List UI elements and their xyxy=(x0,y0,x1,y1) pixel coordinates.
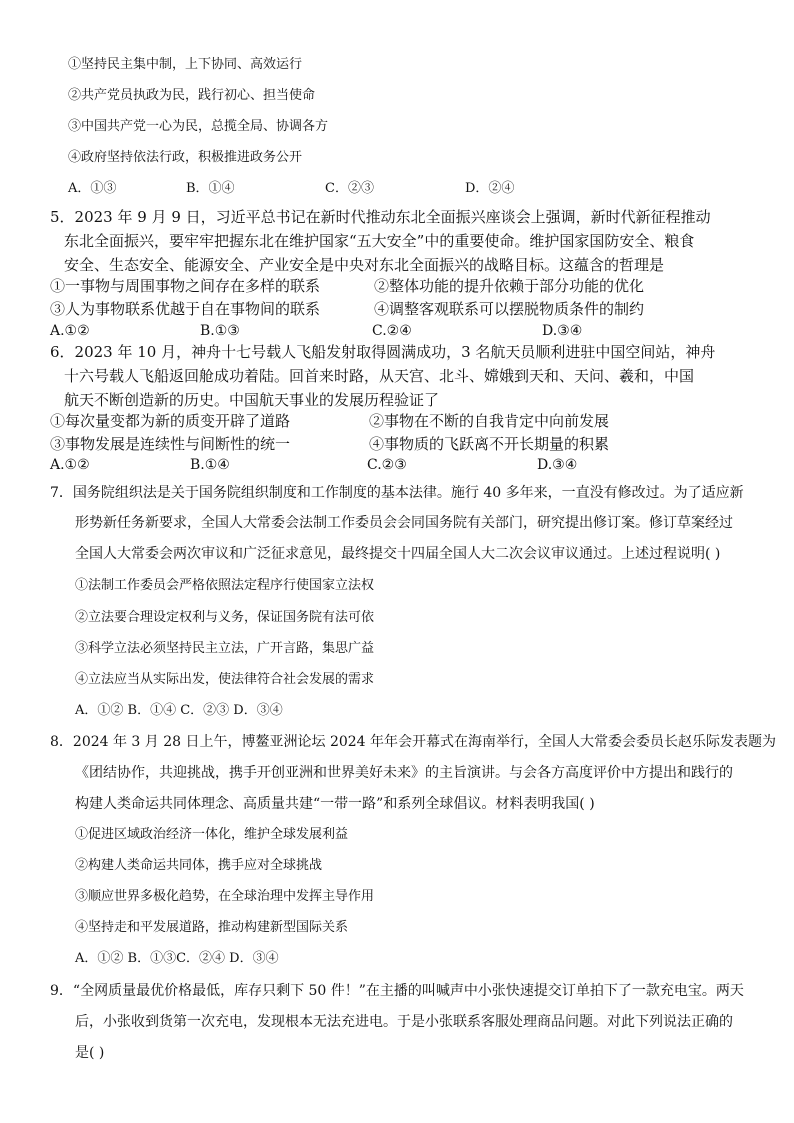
q7-stem-line-1: 7．国务院组织法是关于国务院组织制度和工作制度的基本法律。施行 40 多年来，一直没有修改过。为了适应新 xyxy=(50,485,744,501)
q4-option-c: C．②③ xyxy=(325,181,374,196)
q8-item-1: ①促进区域政治经济一体化，维护全球发展利益 xyxy=(75,827,349,842)
q5-option-b: B.①③ xyxy=(200,323,240,339)
q5-item-4: ④调整客观联系可以摆脱物质条件的制约 xyxy=(374,300,645,318)
q6-stem-line-1: 6．2023 年 10 月，神舟十七号载人飞船发射取得圆满成功，3 名航天员顺利进驻中国空间站，神舟 xyxy=(50,343,716,361)
q9-stem-line-2: 后，小张收到货第一次充电，发现根本无法充进电。于是小张联系客服处理商品问题。对此下列说法正确的 xyxy=(75,1014,733,1030)
q8-stem-line-3: 构建人类命运共同体理念、高质量共建“一带一路”和系列全球倡议。材料表明我国( ) xyxy=(75,796,595,812)
q5-option-d: D.③④ xyxy=(542,323,583,339)
q5-item-2: ②整体功能的提升依赖于部分功能的优化 xyxy=(374,277,645,295)
q6-stem-line-3: 航天不断创造新的历史。中国航天事业的发展历程验证了 xyxy=(64,391,440,409)
q4-item-1: ①坚持民主集中制，上下协同、高效运行 xyxy=(68,57,303,72)
q5-option-c: C.②④ xyxy=(372,323,412,339)
q7-item-4: ④立法应当从实际出发，使法律符合社会发展的需求 xyxy=(75,672,375,687)
q6-item-2: ②事物在不断的自我肯定中向前发展 xyxy=(369,412,610,430)
q8-item-3: ③顺应世界多极化趋势，在全球治理中发挥主导作用 xyxy=(75,889,375,904)
q6-option-b: B.①④ xyxy=(190,457,230,473)
q4-option-b: B．①④ xyxy=(186,181,235,196)
q7-item-3: ③科学立法必须坚持民主立法，广开言路，集思广益 xyxy=(75,641,375,656)
q6-option-c: C.②③ xyxy=(367,457,407,473)
q7-item-1: ①法制工作委员会严格依照法定程序行使国家立法权 xyxy=(75,578,375,593)
q7-options: A．①② B．①④ C．②③ D．③④ xyxy=(75,703,283,718)
q7-stem-line-2: 形势新任务新要求，全国人大常委会法制工作委员会会同国务院有关部门，研究提出修订案。修订草案经过 xyxy=(75,515,733,531)
q5-stem-line-2: 东北全面振兴，要牢牢把握东北在维护国家“五大安全”中的重要使命。维护国家国防安全、粮食 xyxy=(64,232,695,250)
q7-stem-line-3: 全国人大常委会两次审议和广泛征求意见，最终提交十四届全国人大二次会议审议通过。上述过程说明( ) xyxy=(75,546,721,562)
q4-item-4: ④政府坚持依法行政，积极推进政务公开 xyxy=(68,150,303,165)
q8-options: A．①② B．①③C．②④ D．③④ xyxy=(75,951,279,966)
q8-item-2: ②构建人类命运共同体，携手应对全球挑战 xyxy=(75,858,323,873)
q4-item-2: ②共产党员执政为民，践行初心、担当使命 xyxy=(68,88,316,103)
q4-option-d: D．②④ xyxy=(465,181,515,196)
q6-item-4: ④事物质的飞跃离不开长期量的积累 xyxy=(369,435,610,453)
q5-stem-line-3: 安全、生态安全、能源安全、产业安全是中央对东北全面振兴的战略目标。这蕴含的哲理是 xyxy=(64,256,665,274)
q5-item-1: ①一事物与周围事物之间存在多样的联系 xyxy=(50,277,321,295)
q4-item-3: ③中国共产党一心为民，总揽全局、协调各方 xyxy=(68,119,329,134)
q5-stem-line-1: 5．2023 年 9 月 9 日，习近平总书记在新时代推动东北全面振兴座谈会上强调，新时代新征程推动 xyxy=(50,208,711,226)
q5-option-a: A.①② xyxy=(50,323,90,339)
q6-item-3: ③事物发展是连续性与间断性的统一 xyxy=(50,435,291,453)
q6-option-a: A.①② xyxy=(50,457,90,473)
q7-item-2: ②立法要合理设定权利与义务，保证国务院有法可依 xyxy=(75,610,375,625)
q8-stem-line-2: 《团结协作，共迎挑战，携手开创亚洲和世界美好未来》的主旨演讲。与会各方高度评价中方提出和践行的 xyxy=(75,765,733,781)
q8-item-4: ④坚持走和平发展道路，推动构建新型国际关系 xyxy=(75,920,349,935)
q5-item-3: ③人为事物联系优越于自在事物间的联系 xyxy=(50,300,321,318)
q6-item-1: ①每次量变都为新的质变开辟了道路 xyxy=(50,412,291,430)
q6-option-d: D.③④ xyxy=(537,457,578,473)
q8-stem-line-1: 8．2024 年 3 月 28 日上午，博鳌亚洲论坛 2024 年年会开幕式在海南举行，全国人大常委会委员长赵乐际发表题为 xyxy=(50,734,777,750)
q9-stem-line-1: 9．“全网质量最优价格最低，库存只剩下 50 件！”在主播的叫喊声中小张快速提交订单拍下了一款充电宝。两天 xyxy=(50,983,744,999)
q4-option-a: A．①③ xyxy=(68,181,117,196)
q9-stem-line-3: 是( ) xyxy=(75,1045,105,1061)
q6-stem-line-2: 十六号载人飞船返回舱成功着陆。回首来时路，从天宫、北斗、嫦娥到天和、天问、羲和，中国 xyxy=(64,367,695,385)
